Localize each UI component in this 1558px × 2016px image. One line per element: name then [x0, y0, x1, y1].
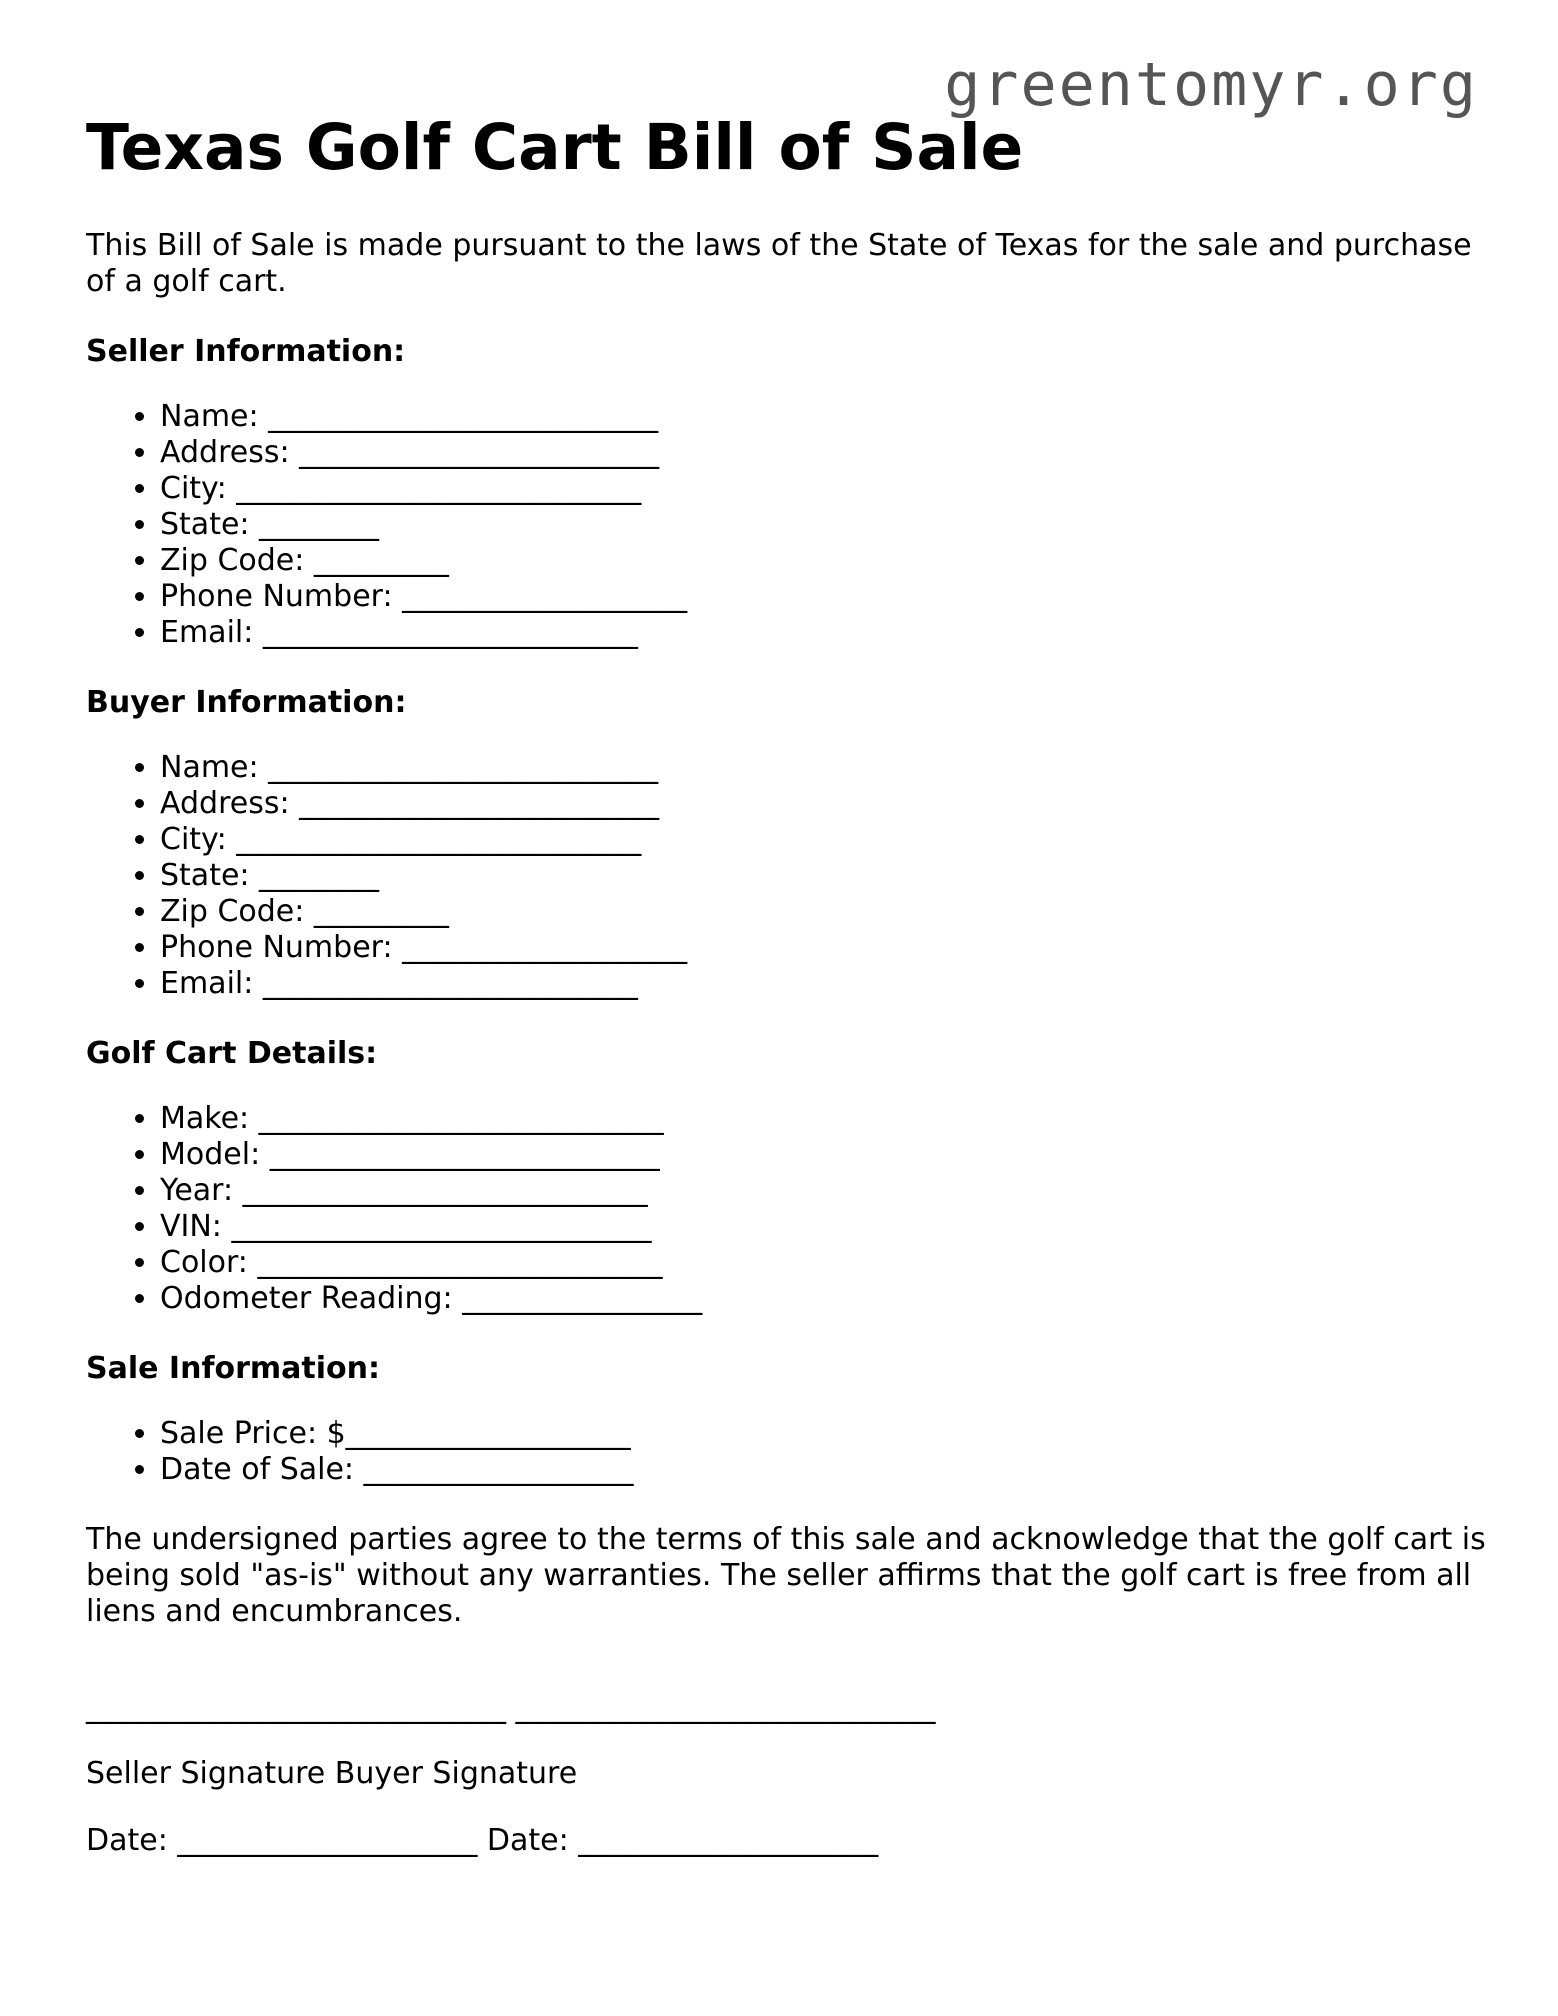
buyer-phone-field: • Phone Number: ___________________ [160, 930, 1486, 966]
page-title: Texas Golf Cart Bill of Sale [86, 111, 1024, 184]
terms-paragraph: The undersigned parties agree to the terms of this sale and acknowledge that the golf cart is being sold "as-is" without any warranties. The seller affirms that the golf cart is free from all liens and encumbrances. [86, 1522, 1486, 1629]
cart-vin-field: • VIN: ____________________________ [160, 1209, 1486, 1245]
sale-date-field: • Date of Sale: __________________ [160, 1452, 1486, 1488]
cart-year-field: • Year: ___________________________ [160, 1173, 1486, 1209]
seller-section-heading: Seller Information: [86, 334, 406, 369]
seller-info-list [86, 399, 1486, 651]
signature-lines: ____________________________ ____________________________ [86, 1690, 936, 1725]
sale-info-list [86, 1416, 1486, 1488]
cart-color-field: • Color: ___________________________ [160, 1245, 1486, 1281]
sale-price-field: • Sale Price: $___________________ [160, 1416, 1486, 1452]
buyer-section-heading: Buyer Information: [86, 685, 407, 720]
seller-email-field: • Email: _________________________ [160, 615, 1486, 651]
seller-address-field: • Address: ________________________ [160, 435, 1486, 471]
cart-model-field: • Model: __________________________ [160, 1137, 1486, 1173]
seller-name-field: • Name: __________________________ [160, 399, 1486, 435]
watermark: greentomyr.org [944, 50, 1478, 120]
buyer-name-field: • Name: __________________________ [160, 750, 1486, 786]
cart-odometer-field: • Odometer Reading: ________________ [160, 1281, 1486, 1317]
signature-labels: Seller Signature Buyer Signature [86, 1756, 578, 1791]
intro-paragraph: This Bill of Sale is made pursuant to the laws of the State of Texas for the sale and purchase of a golf cart. [86, 228, 1472, 299]
buyer-zip-field: • Zip Code: _________ [160, 894, 1486, 930]
seller-state-field: • State: ________ [160, 507, 1486, 543]
cart-details-list [86, 1101, 1486, 1317]
seller-zip-field: • Zip Code: _________ [160, 543, 1486, 579]
cart-make-field: • Make: ___________________________ [160, 1101, 1486, 1137]
seller-city-field: • City: ___________________________ [160, 471, 1486, 507]
cart-section-heading: Golf Cart Details: [86, 1036, 378, 1071]
buyer-city-field: • City: ___________________________ [160, 822, 1486, 858]
buyer-state-field: • State: ________ [160, 858, 1486, 894]
buyer-email-field: • Email: _________________________ [160, 966, 1486, 1002]
document-page [86, 108, 1486, 1859]
seller-phone-field: • Phone Number: ___________________ [160, 579, 1486, 615]
signature-date-line: Date: ____________________ Date: ____________________ [86, 1823, 879, 1858]
buyer-info-list [86, 750, 1486, 1002]
sale-section-heading: Sale Information: [86, 1351, 380, 1386]
buyer-address-field: • Address: ________________________ [160, 786, 1486, 822]
